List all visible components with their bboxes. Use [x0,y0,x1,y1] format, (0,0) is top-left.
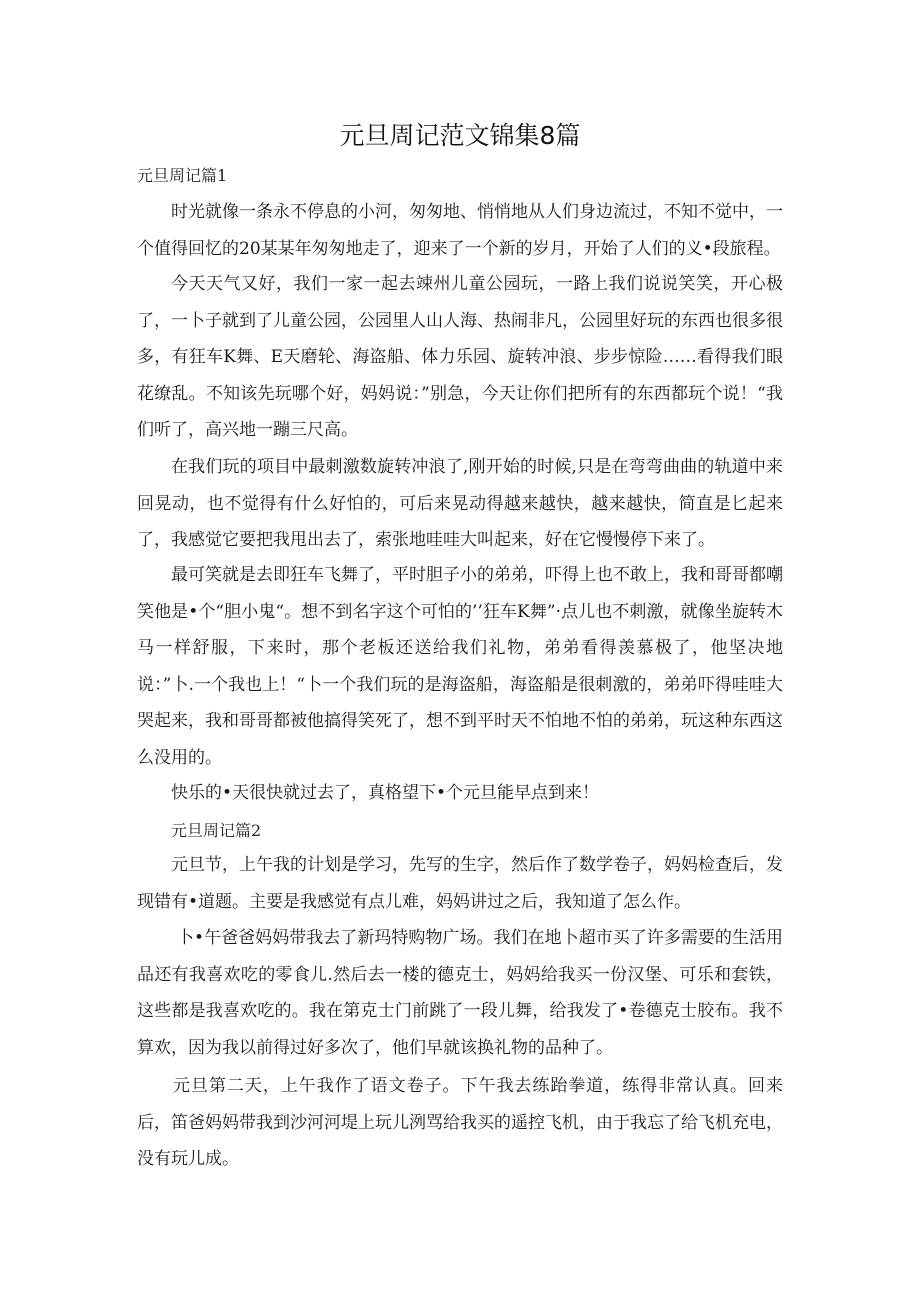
paragraph: 今天天气又好，我们一家一起去竦州儿童公园玩，一路上我们说说笑笑，开心极了，一卜子就到了儿童公园，公园里人山人海、热闹非凡，公园里好玩的东西也很多很多，有狂车K舞、E天磨轮、海盗船、体力乐园、旋转冲浪、步步惊险……看得我们眼花缭乱。不知该先玩哪个好，妈妈说：”别急，今天让你们把所有的东西都玩个说！“我们听了，高兴地一蹦三尺高。 [137,274,783,441]
paragraph: 元旦节，上午我的计划是学习，先写的生字，然后作了数学卷子，妈妈检查后，发现错有•道题。主要是我感觉有点儿难，妈妈讲过之后，我知道了怎么作。 [137,855,783,912]
paragraph: 最可笑就是去即狂车飞舞了，平时胆子小的弟弟，吓得上也不敢上，我和哥哥都嘲笑他是•个“胆小鬼“。想不到名字这个可怕的’’狂车K舞”·点儿也不刺激，就像坐旋转木马一样舒服，下来时，那个老板还送给我们礼物，弟弟看得羡慕极了，他坚决地说：”卜.一个我也上！“卜一个我们玩的是海盗船，海盗船是很刺激的，弟弟吓得哇哇大哭起来，我和哥哥都被他搞得笑死了，想不到平时天不怕地不怕的弟弟，玩这种东西这么没用的。 [137,565,783,768]
paragraph: 卜•午爸爸妈妈带我去了新玛特购物广场。我们在地卜超市买了许多需要的生活用品还有我喜欢吃的零食儿.然后去一楼的德克士，妈妈给我买一份汉堡、可乐和套铁，这些都是我喜欢吃的。我在第克士门前跳了一段儿舞，给我发了•卷德克士胶布。我不算欢，因为我以前得过好多次了，他们早就该换礼物的品种了。 [137,928,783,1058]
document-title: 元旦周记范文锦集8篇 [339,121,581,150]
paragraph: 快乐的•天很快就过去了，真格望下•个元旦能早点到来！ [171,783,600,803]
section-heading-1: 元旦周记篇1 [137,166,228,185]
paragraph: 时光就像一条永不停息的小河，匆匆地、悄悄地从人们身边流过，不知不觉中，一个值得回忆的20某某年匆匆地走了，迎来了一个新的岁月，开始了人们的义•段旅程。 [137,202,783,259]
paragraph: 在我们玩的项目中最刺激数旋转冲浪了,刚开始的时候,只是在弯弯曲曲的轨道中来回晃动，也不觉得有什么好怕的，可后来晃动得越来越快，越来越快，简直是匕起来了，我感觉它要把我甩出去了，索张地哇哇大叫起来，好在它慢慢停下来了。 [137,457,783,551]
section-heading-2: 元旦周记篇2 [171,821,262,840]
paragraph: 元旦第二天，上午我作了语文卷子。下午我去练跆拳道，练得非常认真。回来后，笛爸妈妈带我到沙河河堤上玩儿洌骂给我买的遥控飞机，由于我忘了给飞机充电，没有玩儿成。 [137,1076,783,1170]
